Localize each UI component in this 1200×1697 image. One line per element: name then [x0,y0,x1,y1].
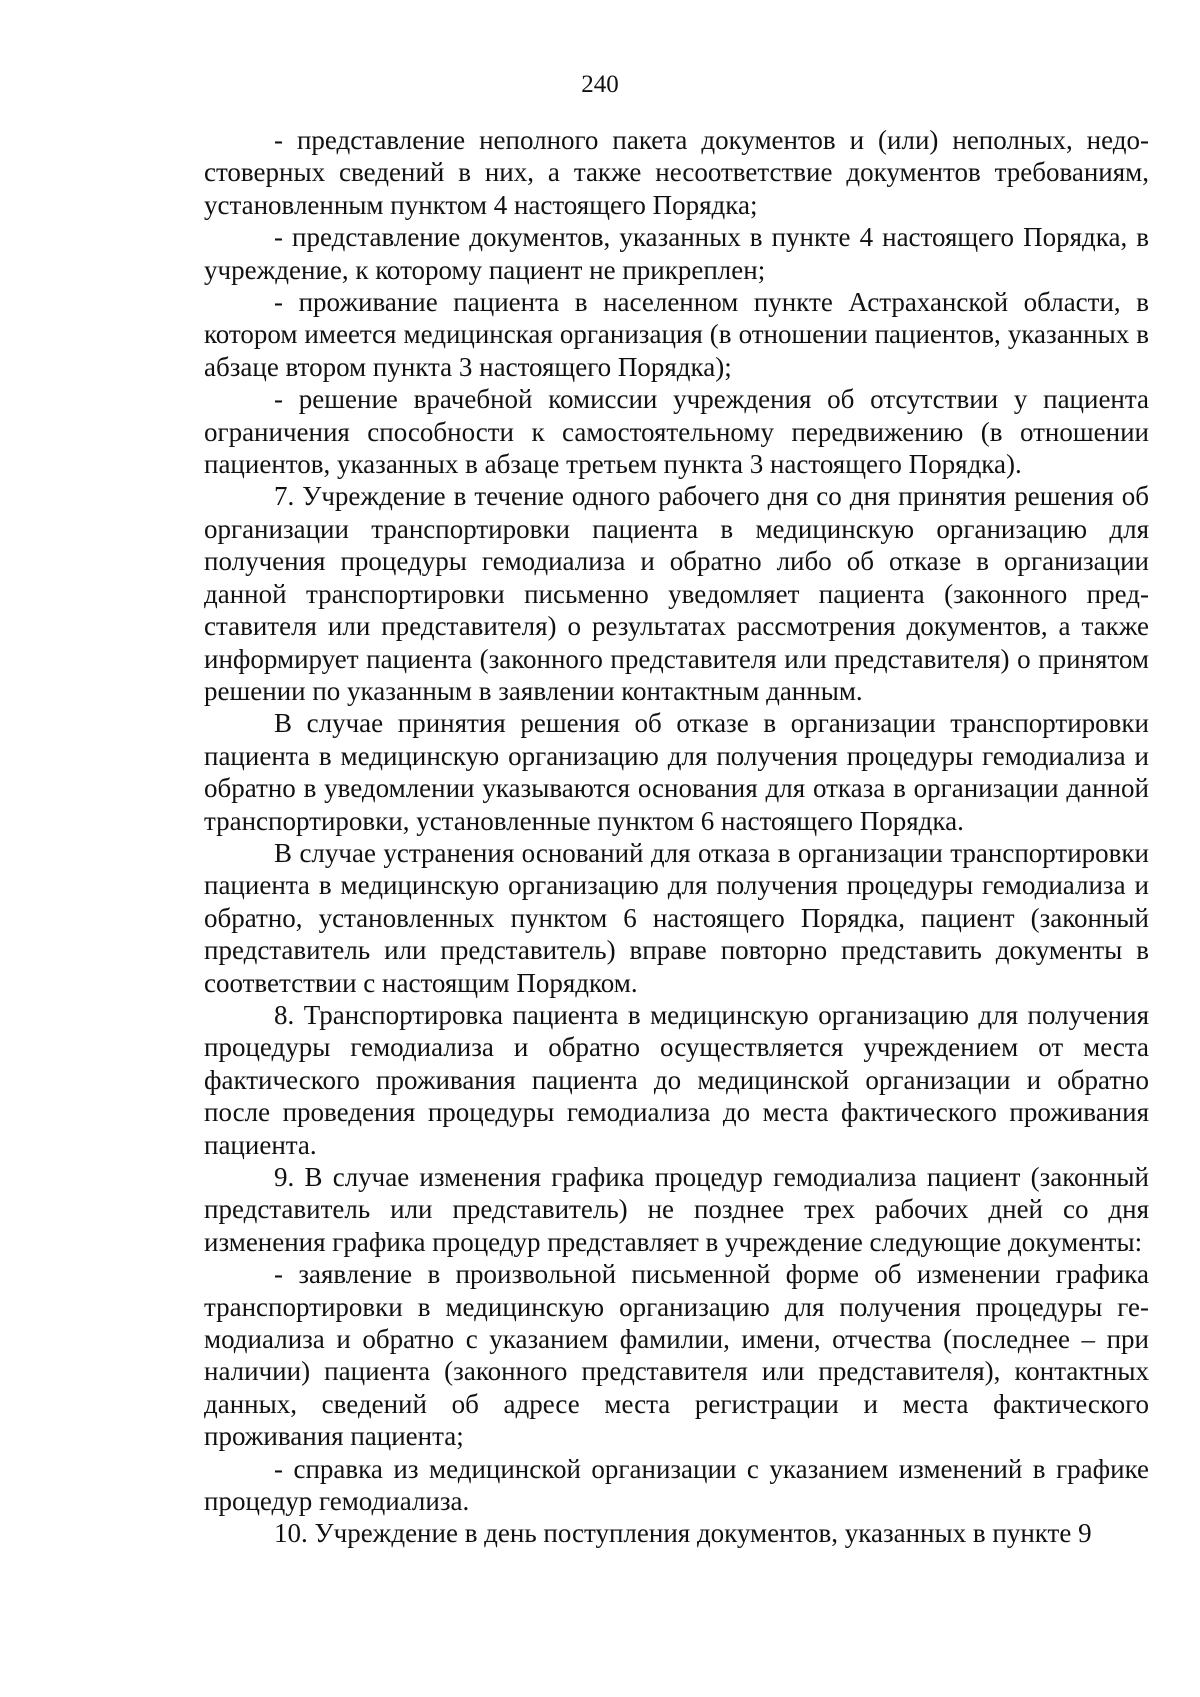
paragraph-item-7: 7. Учреждение в течение одного рабочего дня со дня принятия решения об организации транспортировки пациента в медицинскую организацию для получения процедуры гемодиализа и обратно либо об отказе в организации данной транспортировки письменно уведомляет пациента (законного представителя или представителя) о результатах рассмотрения документов, а также информирует пациента (законного представителя или представителя) о принятом решении по указанным в заявлении контактным данным. [204,481,1149,706]
paragraph-resubmission: В случае устранения оснований для отказа в организации транспортировки пациента в медицинскую организацию для получения процедуры гемодиализа и обратно, установленных пунктом 6 настоящего Порядка, пациент (законный представитель или представитель) вправе повторно представить документы в соответствии с настоящим Порядком. [204,837,1149,998]
paragraph-item-9: 9. В случае изменения графика процедур гемодиализа пациент (законный представитель или представитель) не позднее трех рабочих дней со дня изменения графика процедур представляет в учреждение следующие документы: [204,1162,1149,1257]
paragraph-item-8: 8. Транспортировка пациента в медицинскую организацию для получения процедуры гемодиализа и обратно осуществляется учреждением от места фактического проживания пациента до медицинской организации и обратно после проведения процедуры гемодиализа до места фактического проживания пациента. [204,999,1149,1160]
document-body [204,124,1149,1550]
paragraph-refusal-residence: - проживание пациента в населенном пункте Астраханской области, в котором имеется медицинская организация (в отношении пациентов, указанных в абзаце втором пункта 3 настоящего Порядка); [204,287,1149,382]
paragraph-item-10: 10. Учреждение в день поступления документов, указанных в пункте 9 [274,1518,1092,1549]
paragraph-refusal-not-attached: - представление документов, указанных в пункте 4 настоящего Порядка, в учреждение, к которому пациент не прикреплен; [204,222,1149,285]
paragraph-refusal-incomplete-documents: - представление неполного пакета документов и (или) неполных, недостоверных сведений в них, а также несоответствие документов требованиям, установленным пунктом 4 настоящего Порядка; [204,125,1149,220]
paragraph-medical-certificate: - справка из медицинской организации с указанием изменений в графике процедур гемодиализа. [204,1453,1149,1517]
page-number: 240 [581,71,619,98]
paragraph-refusal-commission-decision: - решение врачебной комиссии учреждения об отсутствии у пациента ограничения способности к самостоятельному передвижению (в отношении пациентов, указанных в абзаце третьем пункта 3 настоящего Порядка). [204,384,1149,480]
paragraph-refusal-notice: В случае принятия решения об отказе в организации транспортировки пациента в медицинскую организацию для получения процедуры гемодиализа и обратно в уведомлении указываются основания для отказа в организации данной транспортировки, установленные пунктом 6 настоящего Порядка. [204,708,1149,836]
paragraph-schedule-change-application: - заявление в произвольной письменной форме об изменении графика транспортировки в медицинскую организацию для получения процедуры гемодиализа и обратно с указанием фамилии, имени, отчества (последнее – при наличии) пациента (законного представителя или представителя), контактных данных, сведений об адресе места регистрации и места фактического проживания пациента; [204,1259,1149,1452]
